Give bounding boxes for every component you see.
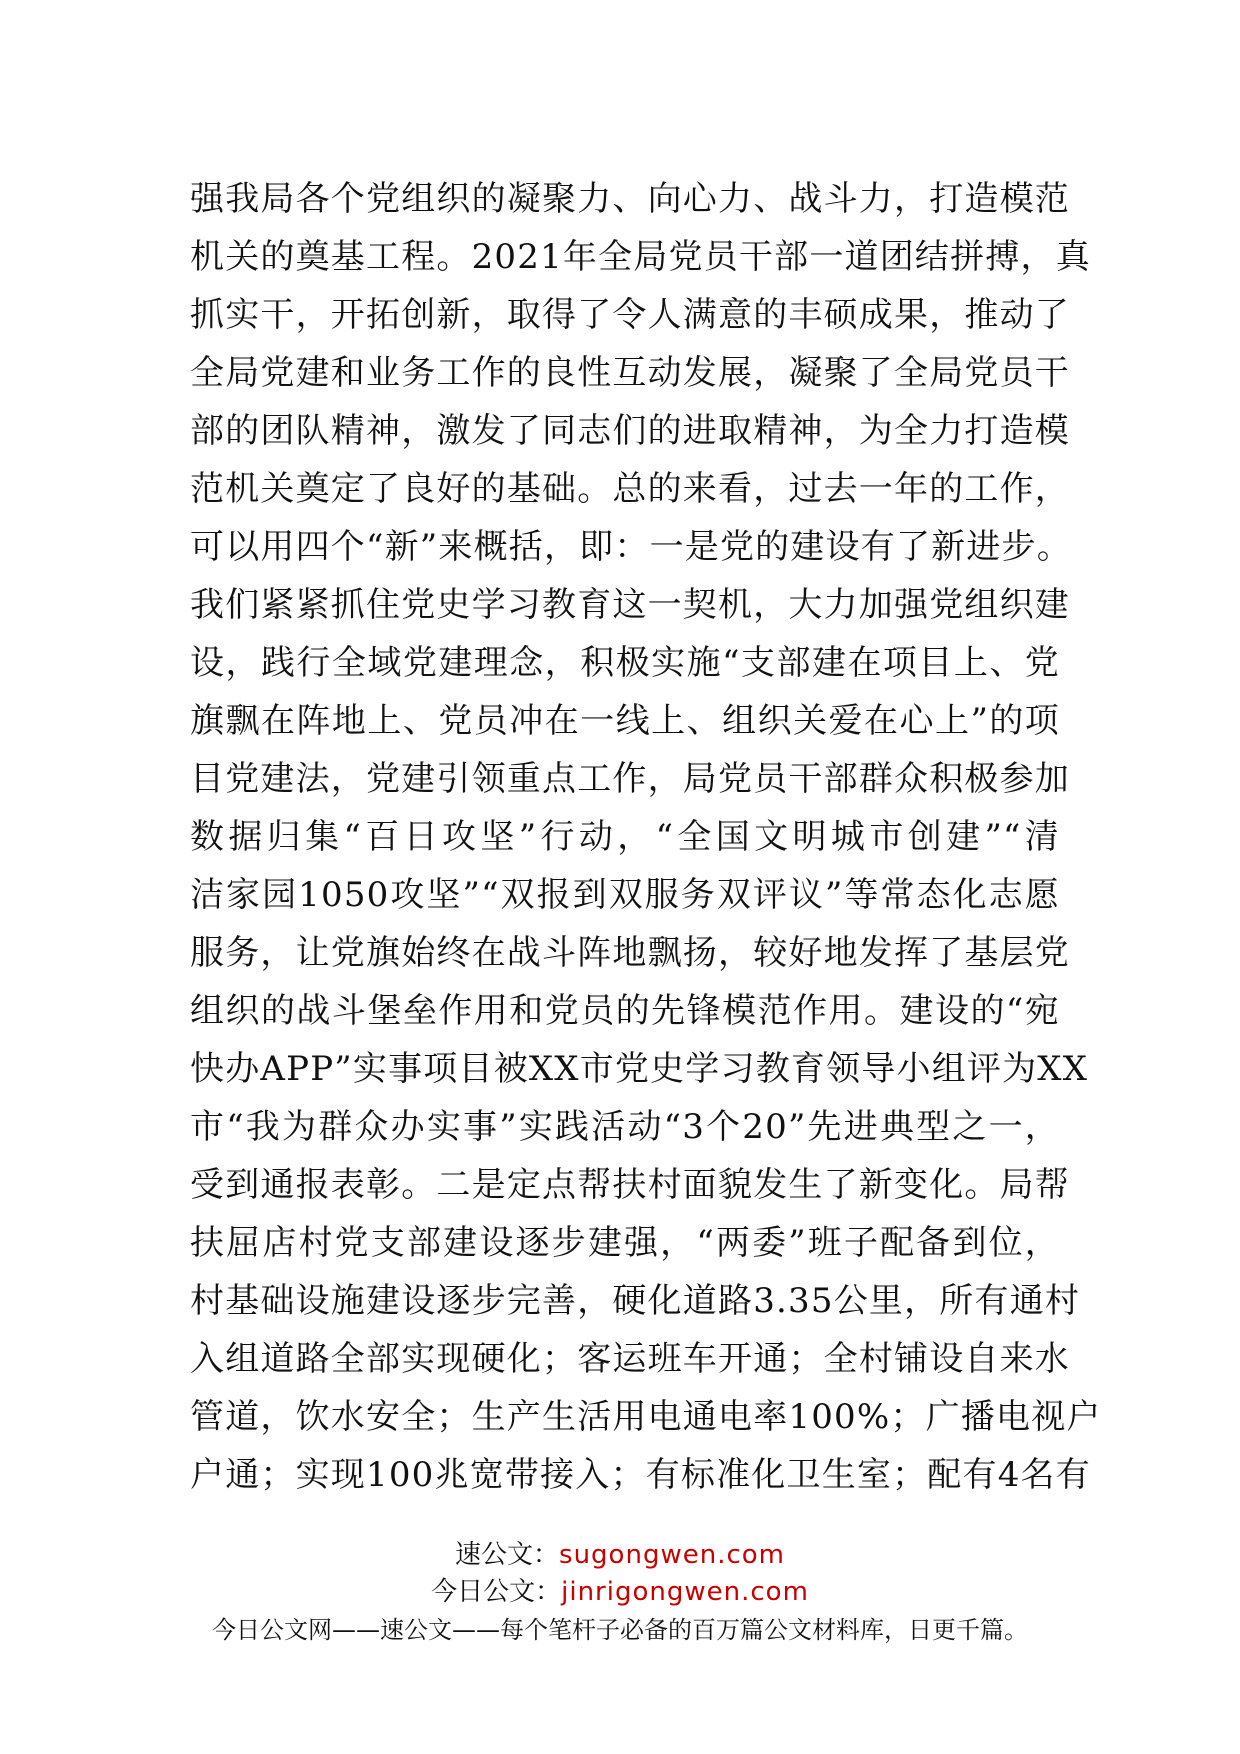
footer-site-label: 今日公文：	[431, 1577, 562, 1607]
paragraph-line: 扶屈店村党支部建设逐步建强，“两委”班子配备到位，	[190, 1223, 1060, 1263]
footer-slogan: 今日公文网——速公文——每个笔杆子必备的百万篇公文材料库，日更千篇。	[212, 1616, 1028, 1644]
paragraph-line: 户通；实现100兆宽带接入；有标准化卫生室；配有4名有	[190, 1455, 1091, 1495]
footer-site-line-jinrigongwen	[0, 1574, 1240, 1611]
paragraph-line: 抓实干，开拓创新，取得了令人满意的丰硕成果，推动了	[190, 295, 1070, 335]
paragraph-line: 受到通报表彰。二是定点帮扶村面貌发生了新变化。局帮	[190, 1165, 1070, 1205]
paragraph-line: 可以用四个“新”来概括，即：一是党的建设有了新进步。	[190, 527, 1072, 567]
footer-site-link[interactable]: sugongwen.com	[559, 1540, 785, 1570]
paragraph-line: 数据归集“百日攻坚”行动，“全国文明城市创建”“清	[190, 817, 1060, 857]
paragraph-line: 管道，饮水安全；生产生活用电通电率100%；广播电视户	[190, 1397, 1102, 1437]
paragraph-line: 快办APP”实事项目被XX市党史学习教育领导小组评为XX	[190, 1049, 1089, 1089]
paragraph-line: 目党建法，党建引领重点工作，局党员干部群众积极参加	[190, 759, 1070, 799]
paragraph-line: 组织的战斗堡垒作用和党员的先锋模范作用。建设的“宛	[190, 991, 1060, 1031]
paragraph-line: 机关的奠基工程。2021年全局党员干部一道团结拼搏，真	[190, 237, 1091, 277]
paragraph-line: 部的团队精神，激发了同志们的进取精神，为全力打造模	[190, 411, 1070, 451]
paragraph-line: 服务，让党旗始终在战斗阵地飘扬，较好地发挥了基层党	[190, 933, 1070, 973]
footer-site-link[interactable]: jinrigongwen.com	[561, 1577, 809, 1607]
paragraph-line: 村基础设施建设逐步完善，硬化道路3.35公里，所有通村	[190, 1281, 1081, 1321]
paragraph-line: 洁家园1050攻坚”“双报到双服务双评议”等常态化志愿	[190, 875, 1060, 915]
footer-site-line-sugongwen	[0, 1537, 1240, 1574]
paragraph-line: 入组道路全部实现硬化；客运班车开通；全村铺设自来水	[190, 1339, 1070, 1379]
page-footer	[0, 1537, 1240, 1649]
paragraph-line: 设，践行全域党建理念，积极实施“支部建在项目上、党	[190, 643, 1060, 683]
paragraph-line: 我们紧紧抓住党史学习教育这一契机，大力加强党组织建	[190, 585, 1070, 625]
paragraph-line: 市“我为群众办实事”实践活动“3个20”先进典型之一，	[190, 1107, 1060, 1147]
paragraph-line: 强我局各个党组织的凝聚力、向心力、战斗力，打造模范	[190, 179, 1070, 219]
paragraph-line: 旗飘在阵地上、党员冲在一线上、组织关爱在心上”的项	[190, 701, 1060, 741]
paragraph-line: 范机关奠定了良好的基础。总的来看，过去一年的工作，	[190, 469, 1070, 509]
document-body	[190, 170, 1102, 1504]
paragraph-line: 全局党建和业务工作的良性互动发展，凝聚了全局党员干	[190, 353, 1070, 393]
footer-site-label: 速公文：	[455, 1540, 560, 1570]
